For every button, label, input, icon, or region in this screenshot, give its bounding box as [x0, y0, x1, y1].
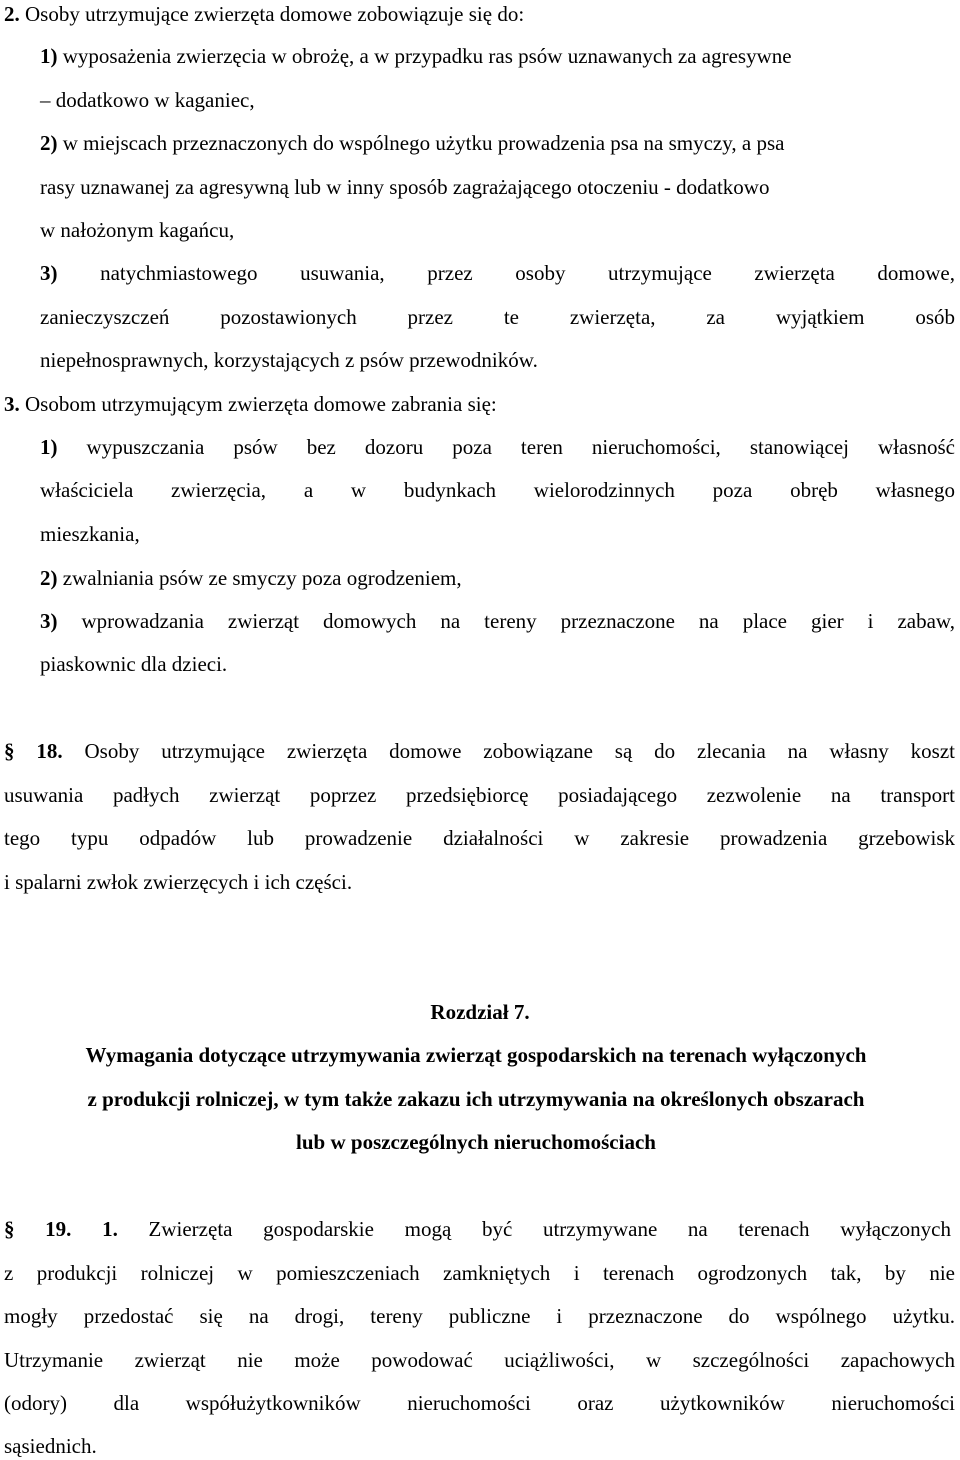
sec2-item1-line1: [40, 43, 792, 69]
sec3-item1-line1: [40, 434, 955, 460]
chapter-title-line2-text: z produkcji rolniczej, w tym także zakazu ich utrzymywania na określonych obszarach: [87, 1087, 865, 1111]
chapter-title-line3-text: lub w poszczególnych nieruchomościach: [296, 1130, 656, 1154]
paragraph-18-line4: i spalarni zwłok zwierzęcych i ich części.: [4, 870, 353, 894]
chapter-title-line3: [0, 1129, 952, 1155]
sec3-item3-line2: piaskownic dla dzieci.: [40, 652, 228, 676]
sec2-item2-line1: [40, 130, 784, 156]
sec3-item2-text: zwalniania psów ze smyczy poza ogrodzeniem,: [57, 566, 462, 590]
section-3-heading-text: Osobom utrzymującym zwierzęta domowe zabrania się:: [19, 392, 497, 416]
chapter-title-line1-text: Wymagania dotyczące utrzymywania zwierząt gospodarskich na terenach wyłączonych: [85, 1043, 867, 1067]
sec3-item1-line3: mieszkania,: [40, 522, 140, 546]
paragraph-18-line1: [4, 738, 955, 764]
sec2-item3-line1: [40, 260, 955, 286]
sec2-item1-line2: – dodatkowo w kaganiec,: [40, 88, 255, 112]
sec2-item3-number: 3): [40, 261, 58, 285]
sec2-item3-text: natychmiastowego usuwania, przez osoby utrzymujące zwierzęta domowe,: [57, 261, 955, 285]
sec3-item2-line1: [40, 565, 462, 591]
paragraph-18-number: § 18.: [4, 739, 63, 763]
sec2-item2-number: 2): [40, 131, 58, 155]
paragraph-18-line3: tego typu odpadów lub prowadzenie działalności w zakresie prowadzenia grzebowisk: [4, 826, 955, 850]
section-2-heading: [4, 1, 524, 27]
sec2-item3-line2: zanieczyszczeń pozostawionych przez te zwierzęta, za wyjątkiem osób: [40, 305, 955, 329]
sec2-item2-line3: w nałożonym kagańcu,: [40, 218, 235, 242]
paragraph-19-line4: Utrzymanie zwierząt nie może powodować uciążliwości, w szczególności zapachowych: [4, 1348, 955, 1372]
sec2-item1-text: wyposażenia zwierzęcia w obrożę, a w przypadku ras psów uznawanych za agresywne: [57, 44, 792, 68]
sec2-item1-number: 1): [40, 44, 58, 68]
chapter-label-text: Rozdział 7.: [430, 1000, 530, 1024]
chapter-title-line1: [0, 1042, 952, 1068]
paragraph-19-line1: [4, 1216, 951, 1242]
paragraph-19-line3: mogły przedostać się na drogi, tereny publiczne i przeznaczone do wspólnego użytku.: [4, 1304, 955, 1328]
sec2-item2-line2: rasy uznawanej za agresywną lub w inny sposób zagrażającego otoczeniu - dodatkowo: [40, 175, 770, 199]
chapter-title-line2: [0, 1086, 952, 1112]
paragraph-19-line5: (odory) dla współużytkowników nieruchomości oraz użytkowników nieruchomości: [4, 1391, 955, 1415]
sec3-item1-number: 1): [40, 435, 58, 459]
section-3-heading: [4, 391, 497, 417]
paragraph-19-text: Zwierzęta gospodarskie mogą być utrzymywane na terenach wyłączonych: [117, 1217, 952, 1241]
paragraph-19-line2: z produkcji rolniczej w pomieszczeniach zamkniętych i terenach ogrodzonych tak, by nie: [4, 1261, 955, 1285]
chapter-label: [0, 999, 960, 1025]
section-2-number: 2.: [4, 2, 20, 26]
sec2-item3-line3: niepełnosprawnych, korzystających z psów przewodników.: [40, 348, 538, 372]
paragraph-18-text: Osoby utrzymujące zwierzęta domowe zobowiązane są do zlecania na własny koszt: [62, 739, 956, 763]
paragraph-19-line6: sąsiednich.: [4, 1434, 97, 1458]
sec3-item1-line2: właściciela zwierzęcia, a w budynkach wielorodzinnych poza obręb własnego: [40, 478, 955, 502]
sec3-item3-text: wprowadzania zwierząt domowych na tereny przeznaczone na place gier i zabaw,: [57, 609, 955, 633]
section-2-heading-text: Osoby utrzymujące zwierzęta domowe zobowiązuje się do:: [19, 2, 525, 26]
paragraph-18-line2: usuwania padłych zwierząt poprzez przedsiębiorcę posiadającego zezwolenie na transport: [4, 783, 955, 807]
sec3-item3-number: 3): [40, 609, 58, 633]
sec3-item2-number: 2): [40, 566, 58, 590]
sec3-item1-text: wypuszczania psów bez dozoru poza teren nieruchomości, stanowiącej własność: [57, 435, 955, 459]
section-3-number: 3.: [4, 392, 20, 416]
sec3-item3-line1: [40, 608, 955, 634]
sec2-item2-text: w miejscach przeznaczonych do wspólnego użytku prowadzenia psa na smyczy, a psa: [57, 131, 785, 155]
paragraph-19-number: § 19. 1.: [4, 1217, 118, 1241]
